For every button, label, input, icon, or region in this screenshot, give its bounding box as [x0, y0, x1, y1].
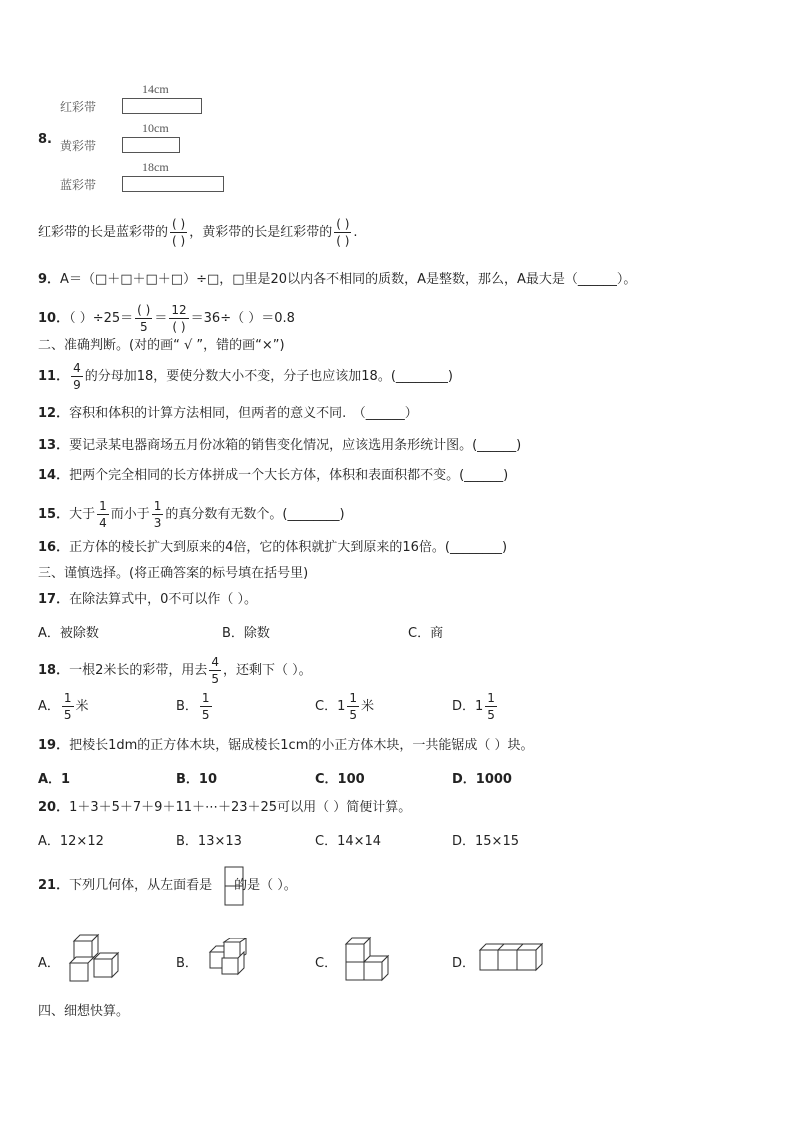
q14 — [38, 466, 508, 486]
q18-option-a-letter: A． — [38, 699, 60, 714]
q8-text-b: ，黄彩带的长是红彩带的 — [189, 225, 333, 240]
q10 — [38, 304, 295, 333]
q18 — [38, 656, 312, 685]
q18-fraction-denominator: 5 — [211, 672, 220, 686]
q21-option-a[interactable]: A． — [38, 956, 60, 971]
section-2-heading: 二、准确判断。(对的画“ √ ”，错的画“×”) — [38, 338, 285, 353]
q16-text: 正方体的棱长扩大到原来的4倍，它的体积就扩大到原来的16倍。(________) — [69, 540, 508, 555]
q21-option-c[interactable]: C． — [315, 956, 338, 971]
q10-number: 10． — [38, 311, 70, 326]
q21-option-c-cube-stack — [342, 936, 392, 986]
q10-part1: （ ）÷25＝ — [69, 311, 134, 326]
q21-option-d-cube-row — [478, 942, 546, 974]
q18-option-b-denominator: 5 — [201, 708, 210, 722]
q11-text: 的分母加18，要使分数大小不变，分子也应该加18。(________) — [84, 369, 453, 384]
q13-text: 要记录某电器商场五月份冰箱的销售变化情况，应该选用条形统计图。(______) — [69, 438, 522, 453]
q18-option-c-unit: 米 — [361, 699, 375, 714]
section-3-heading: 三、谨慎选择。(将正确答案的标号填在括号里) — [38, 566, 309, 581]
q13-number: 13． — [38, 438, 70, 453]
left-view-figure — [224, 866, 244, 906]
q21 — [38, 876, 297, 896]
q18-option-b-letter: B． — [176, 699, 198, 714]
q8-fraction-2-numerator: ( ) — [336, 217, 350, 231]
q18-pre: 一根2米长的彩带，用去 — [69, 663, 208, 678]
q19 — [38, 736, 534, 756]
q8-number: 8. — [38, 132, 52, 147]
q13 — [38, 436, 521, 456]
q18-option-c-whole: 1 — [337, 699, 346, 714]
q20-option-b[interactable]: B．13×13 — [176, 834, 242, 849]
q18-option-d[interactable] — [452, 692, 499, 721]
q18-option-a-denominator: 5 — [63, 708, 72, 722]
q17-option-c[interactable]: C．商 — [408, 626, 444, 641]
q10-fraction-1-denominator: 5 — [139, 320, 148, 334]
ribbon-red-length: 14cm — [142, 82, 169, 96]
q19-number: 19． — [38, 738, 70, 753]
q16-number: 16． — [38, 540, 70, 555]
q14-text: 把两个完全相同的长方体拼成一个大长方体，体积和表面积都不变。(______) — [69, 468, 509, 483]
q9 — [38, 270, 636, 290]
q18-option-d-denominator: 5 — [487, 708, 495, 722]
ribbon-blue-length: 18cm — [142, 160, 169, 174]
q8-fraction-1-numerator: ( ) — [172, 217, 186, 231]
q18-post: ，还剩下（ ）。 — [223, 663, 312, 678]
q20-number: 20． — [38, 800, 70, 815]
q12-number: 12． — [38, 406, 70, 421]
q8-statement — [38, 218, 358, 247]
q14-number: 14． — [38, 468, 70, 483]
q18-option-d-numerator: 1 — [487, 691, 495, 705]
q21-option-d[interactable]: D． — [452, 956, 476, 971]
q10-fraction-1 — [135, 304, 152, 333]
q15 — [38, 500, 345, 529]
q17-option-b[interactable]: B．除数 — [222, 626, 270, 641]
q12-text: 容积和体积的计算方法相同，但两者的意义不同. （______） — [69, 406, 418, 421]
q15-number: 15． — [38, 507, 70, 522]
q15-fraction-1 — [97, 500, 109, 529]
q18-option-a-fraction — [62, 692, 74, 721]
q19-option-a[interactable]: A．1 — [38, 772, 71, 787]
q9-text: A＝（□＋□＋□＋□）÷□，□里是20以内各不相同的质数，A是整数，那么，A最大是（______）。 — [60, 272, 637, 287]
q20-option-c[interactable]: C．14×14 — [315, 834, 382, 849]
q19-option-d[interactable]: D．1000 — [452, 772, 512, 787]
ribbon-yellow-bar — [122, 137, 180, 153]
q17-text: 在除法算式中，0不可以作（ ）。 — [69, 592, 257, 607]
ribbon-yellow-label: 黄彩带 — [60, 139, 97, 153]
q20-option-a[interactable]: A．12×12 — [38, 834, 104, 849]
q18-option-b-numerator: 1 — [201, 691, 210, 705]
q15-post: 的真分数有无数个。(________) — [165, 507, 345, 522]
q18-option-d-letter: D． — [452, 699, 476, 714]
ribbon-red-label: 红彩带 — [60, 100, 97, 114]
q18-number: 18． — [38, 663, 70, 678]
q20-text: 1＋3＋5＋7＋9＋11＋⋯＋23＋25可以用（ ）简便计算。 — [69, 800, 412, 815]
q18-option-d-fraction — [485, 692, 497, 721]
q8-fraction-2-denominator: ( ) — [336, 234, 350, 248]
ribbon-blue-label: 蓝彩带 — [60, 178, 97, 192]
q18-option-d-whole: 1 — [475, 699, 484, 714]
q11-number: 11． — [38, 369, 70, 384]
q18-option-c-denominator: 5 — [349, 708, 357, 722]
q8-text-a: 红彩带的长是蓝彩带的 — [38, 225, 169, 240]
q21-option-a-cube-stack — [66, 933, 126, 989]
q18-option-c-fraction — [347, 692, 359, 721]
q17 — [38, 590, 257, 610]
q9-number: 9． — [38, 272, 61, 287]
section-4-heading: 四、细想快算。 — [38, 1004, 130, 1019]
q10-fraction-2-numerator: 12 — [171, 303, 187, 317]
q15-fraction-2-numerator: 1 — [153, 499, 162, 513]
q18-option-b-fraction — [200, 692, 212, 721]
q10-part2: ＝36÷（ ）＝0.8 — [190, 311, 295, 326]
q21-pre: 下列几何体，从左面看是 — [69, 878, 213, 893]
q21-option-b[interactable]: B． — [176, 956, 198, 971]
q18-option-a[interactable] — [38, 692, 89, 721]
q8-text-end: . — [353, 225, 358, 240]
q17-number: 17． — [38, 592, 70, 607]
q18-option-c-letter: C． — [315, 699, 338, 714]
q19-option-b[interactable]: B．10 — [176, 772, 217, 787]
q8-fraction-1 — [170, 218, 187, 247]
q10-fraction-2-denominator: ( ) — [172, 320, 186, 334]
q11 — [38, 362, 453, 391]
q20-option-d[interactable]: D．15×15 — [452, 834, 519, 849]
q19-option-c[interactable]: C．100 — [315, 772, 365, 787]
q11-fraction-denominator: 9 — [73, 378, 81, 392]
q10-fraction-2 — [169, 304, 188, 333]
q18-option-c-numerator: 1 — [349, 691, 357, 705]
q15-fraction-2-denominator: 3 — [153, 516, 162, 530]
q21-post: 的是（ ）。 — [234, 878, 297, 893]
q15-fraction-1-numerator: 1 — [99, 499, 107, 513]
q15-fraction-1-denominator: 4 — [99, 516, 107, 530]
q10-eq: ＝ — [154, 311, 168, 326]
q21-option-b-cube-stack — [204, 938, 260, 982]
q15-mid: 而小于 — [110, 507, 150, 522]
q18-option-b[interactable] — [176, 692, 214, 721]
q11-fraction — [71, 362, 83, 391]
q18-option-a-unit: 米 — [75, 699, 89, 714]
q11-fraction-numerator: 4 — [73, 361, 81, 375]
q19-text: 把棱长1dm的正方体木块，锯成棱长1cm的小正方体木块，一共能锯成（ ）块。 — [69, 738, 534, 753]
q18-fraction — [209, 656, 221, 685]
ribbon-blue-bar — [122, 176, 224, 192]
q20 — [38, 798, 411, 818]
q15-fraction-2 — [152, 500, 164, 529]
q8-fraction-1-denominator: ( ) — [172, 234, 186, 248]
q10-fraction-1-numerator: ( ) — [137, 303, 151, 317]
q8-fraction-2 — [334, 218, 351, 247]
q18-fraction-numerator: 4 — [211, 655, 220, 669]
q15-pre: 大于 — [69, 507, 96, 522]
q18-option-a-numerator: 1 — [63, 691, 72, 705]
ribbon-red-bar — [122, 98, 202, 114]
q12 — [38, 404, 418, 424]
q18-option-c[interactable] — [315, 692, 374, 721]
q21-number: 21． — [38, 878, 70, 893]
q17-option-a[interactable]: A．被除数 — [38, 626, 99, 641]
ribbon-yellow-length: 10cm — [142, 121, 169, 135]
q16 — [38, 538, 507, 558]
